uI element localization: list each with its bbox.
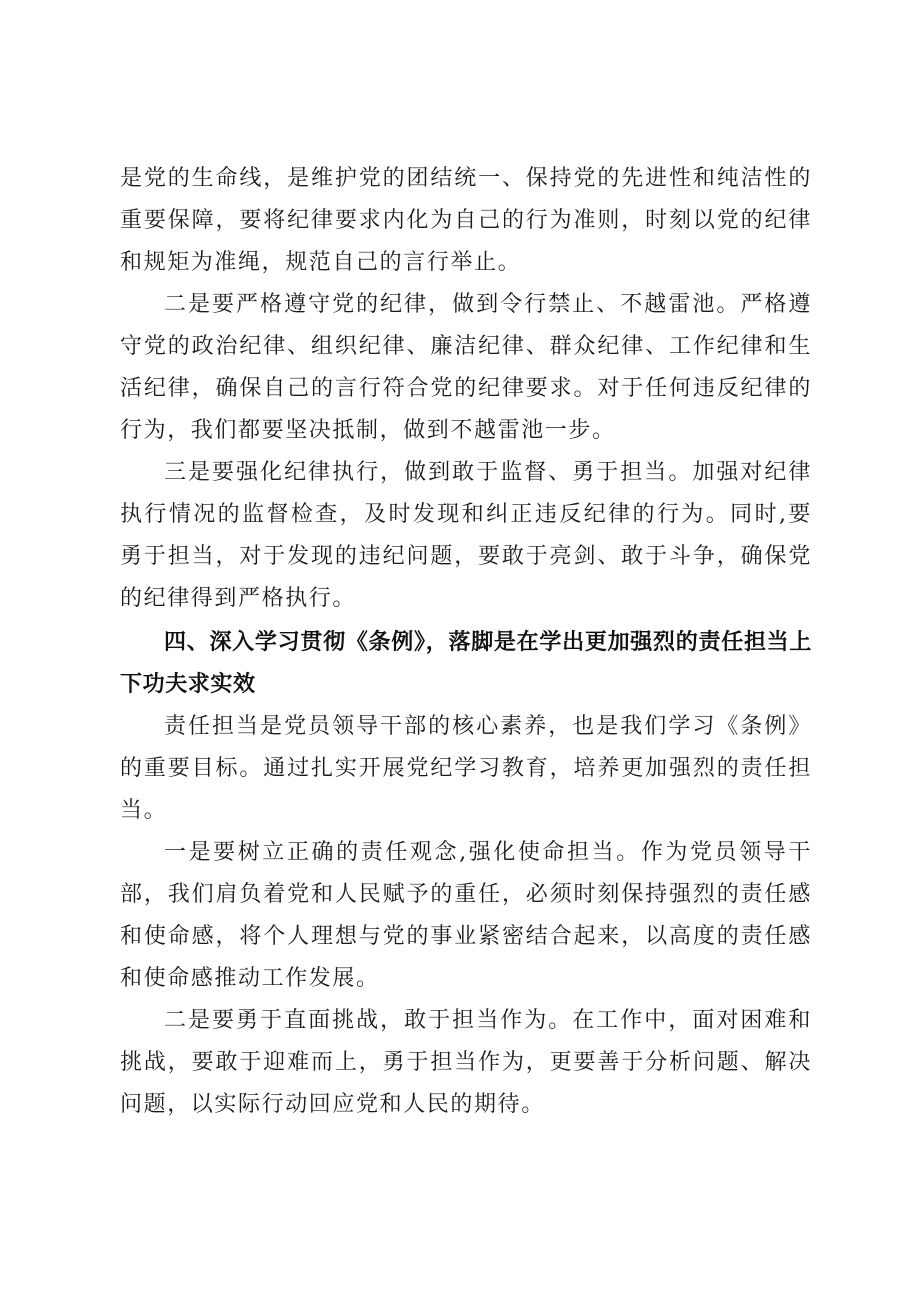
- body-paragraph-2: 二是要严格遵守党的纪律，做到令行禁止、不越雷池。严格遵守党的政治纪律、组织纪律、廉洁纪律、群众纪律、工作纪律和生活纪律，确保自己的言行符合党的纪律要求。对于任何违反纪律的行为，我们都要坚决抵制，做到不越雷池一步。: [120, 292, 812, 443]
- section-heading-4: 四、深入学习贯彻《条例》，落脚是在学出更加强烈的责任担当上下功夫求实效: [120, 630, 812, 697]
- body-paragraph-7: 二是要勇于直面挑战，敢于担当作为。在工作中，面对困难和挑战，要敢于迎难而上，勇于担当作为，更要善于分析问题、解决问题，以实际行动回应党和人民的期待。: [120, 1008, 812, 1117]
- body-paragraph-5: 责任担当是党员领导干部的核心素养，也是我们学习《条例》的重要目标。通过扎实开展党纪学习教育，培养更加强烈的责任担当。: [120, 714, 812, 823]
- body-paragraph-3: 三是要强化纪律执行，做到敢于监督、勇于担当。加强对纪律执行情况的监督检查，及时发现和纠正违反纪律的行为。同时,要勇于担当，对于发现的违纪问题，要敢于亮剑、敢于斗争，确保党的纪律得到严格执行。: [120, 460, 812, 611]
- document-body: [120, 158, 812, 1126]
- body-paragraph-6: 一是要树立正确的责任观念,强化使命担当。作为党员领导干部，我们肩负着党和人民赋予的重任，必须时刻保持强烈的责任感和使命感，将个人理想与党的事业紧密结合起来，以高度的责任感和使命感推动工作发展。: [120, 840, 812, 991]
- body-paragraph-1: 是党的生命线，是维护党的团结统一、保持党的先进性和纯洁性的重要保障，要将纪律要求内化为自己的行为准则，时刻以党的纪律和规矩为准绳，规范自己的言行举止。: [120, 166, 812, 275]
